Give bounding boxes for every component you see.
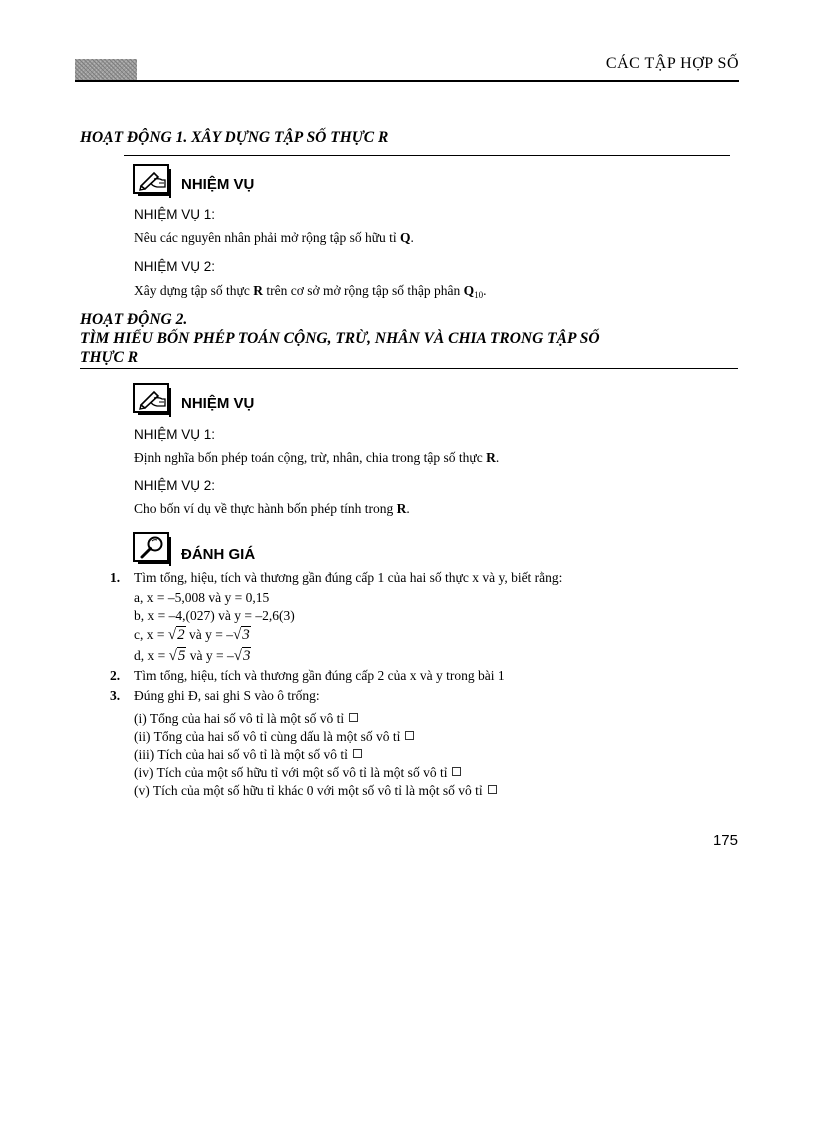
q3-item <box>134 711 358 727</box>
expr-text: d, x = <box>134 648 166 663</box>
q3-text: Đúng ghi Đ, sai ghi S vào ô trống: <box>134 688 320 703</box>
task-icon-box-2 <box>133 383 169 413</box>
set-symbol: R <box>486 450 496 465</box>
radicand: 3 <box>242 648 251 664</box>
activity2-task1-label: NHIỆM VỤ 1: <box>134 427 216 442</box>
magnifier-icon <box>137 535 167 559</box>
q2-number: 2. <box>110 668 121 683</box>
expr-text: và y = – <box>189 648 234 663</box>
set-symbol: Q <box>400 230 411 245</box>
q1-b: b, x = –4,(027) và y = –2,6(3) <box>134 608 295 623</box>
header-rule <box>75 80 739 82</box>
subscript: 10 <box>474 290 484 300</box>
q3-item-text: (v) Tích của một số hữu tỉ khác 0 với một số vô tỉ là một số vô tỉ <box>134 783 483 798</box>
activity1-task1-text <box>134 230 414 246</box>
punct: . <box>495 450 500 465</box>
task-text: Xây dựng tập số thực <box>134 283 250 298</box>
punct: . <box>406 501 410 516</box>
activity1-task2-label: NHIỆM VỤ 2: <box>134 259 216 274</box>
task-text: Nêu các nguyên nhân phải mở rộng tập số hữu tỉ <box>134 230 397 245</box>
activity2-title-line2: TÌM HIỂU BỐN PHÉP TOÁN CỘNG, TRỪ, NHÂN VÀ CHIA TRONG TẬP SỐ <box>80 330 600 347</box>
expr-text: và y = – <box>188 627 233 642</box>
answer-checkbox[interactable] <box>353 749 362 758</box>
q1-d <box>134 648 251 665</box>
q3-item <box>134 765 461 781</box>
assessment-section-label: ĐÁNH GIÁ <box>181 546 256 563</box>
page-number: 175 <box>712 832 738 849</box>
q1-text: Tìm tổng, hiệu, tích và thương gần đúng cấp 1 của hai số thực x và y, biết rằng: <box>134 570 563 585</box>
expr-text: c, x = <box>134 627 165 642</box>
assessment-icon-box <box>133 532 169 562</box>
activity2-task2-label: NHIỆM VỤ 2: <box>134 478 216 493</box>
header-decoration <box>75 59 137 81</box>
activity1-task2-text <box>134 283 487 300</box>
activity2-title-line1: HOẠT ĐỘNG 2. <box>80 311 188 328</box>
punct: . <box>483 283 487 298</box>
activity1-title: HOẠT ĐỘNG 1. XÂY DỰNG TẬP SỐ THỰC R <box>80 129 389 146</box>
answer-checkbox[interactable] <box>405 731 414 740</box>
radicand: 3 <box>242 627 250 643</box>
q3-item-text: (ii) Tổng của hai số vô tỉ cùng dấu là một số vô tỉ <box>134 729 401 744</box>
q3-number: 3. <box>110 688 121 703</box>
chapter-title: CÁC TẬP HỢP SỐ <box>605 55 739 72</box>
activity2-task1-text <box>134 450 499 466</box>
q1-number: 1. <box>110 570 121 585</box>
set-symbol: R <box>396 501 407 516</box>
activity2-title-line3: THỰC R <box>80 349 139 366</box>
task-text: Cho bốn ví dụ về thực hành bốn phép tính trong <box>134 501 394 516</box>
set-symbol: R <box>253 283 263 298</box>
task-text: Định nghĩa bốn phép toán cộng, trừ, nhân, chia trong tập số thực <box>134 450 483 465</box>
radicand: 5 <box>177 648 186 664</box>
activity1-section-label: NHIỆM VỤ <box>181 176 255 193</box>
answer-checkbox[interactable] <box>452 767 461 776</box>
task-icon-box-1 <box>133 164 169 194</box>
radicand: 2 <box>177 627 185 643</box>
pencil-hand-icon <box>137 167 167 191</box>
q3-item-text: (i) Tổng của hai số vô tỉ là một số vô tỉ <box>134 711 345 726</box>
answer-checkbox[interactable] <box>488 785 497 794</box>
sqrt: √3 <box>232 627 250 643</box>
punct: . <box>410 230 414 245</box>
activity2-task2-text <box>134 501 410 517</box>
activity2-section-label: NHIỆM VỤ <box>181 395 255 412</box>
q2-text: Tìm tổng, hiệu, tích và thương gần đúng cấp 2 của x và y trong bài 1 <box>134 668 505 683</box>
q1-c <box>134 627 251 644</box>
activity1-task1-label: NHIỆM VỤ 1: <box>134 207 216 222</box>
pencil-hand-icon <box>137 386 167 410</box>
q3-item <box>134 729 414 745</box>
q1-a: a, x = –5,008 và y = 0,15 <box>134 590 270 605</box>
sqrt: √5 <box>168 648 186 664</box>
activity1-rule <box>124 155 730 156</box>
activity2-rule <box>80 368 738 369</box>
q3-item-text: (iii) Tích của hai số vô tỉ là một số vô tỉ <box>134 747 348 762</box>
answer-checkbox[interactable] <box>349 713 358 722</box>
sqrt: √3 <box>233 648 251 664</box>
q3-item <box>134 747 362 763</box>
q3-item-text: (iv) Tích của một số hữu tỉ với một số vô tỉ là một số vô tỉ <box>134 765 448 780</box>
task-text: trên cơ sở mở rộng tập số thập phân <box>266 283 461 298</box>
q3-item <box>134 783 497 799</box>
set-symbol: Q <box>463 283 475 298</box>
activity2-title <box>80 310 740 367</box>
sqrt: √2 <box>167 627 185 643</box>
